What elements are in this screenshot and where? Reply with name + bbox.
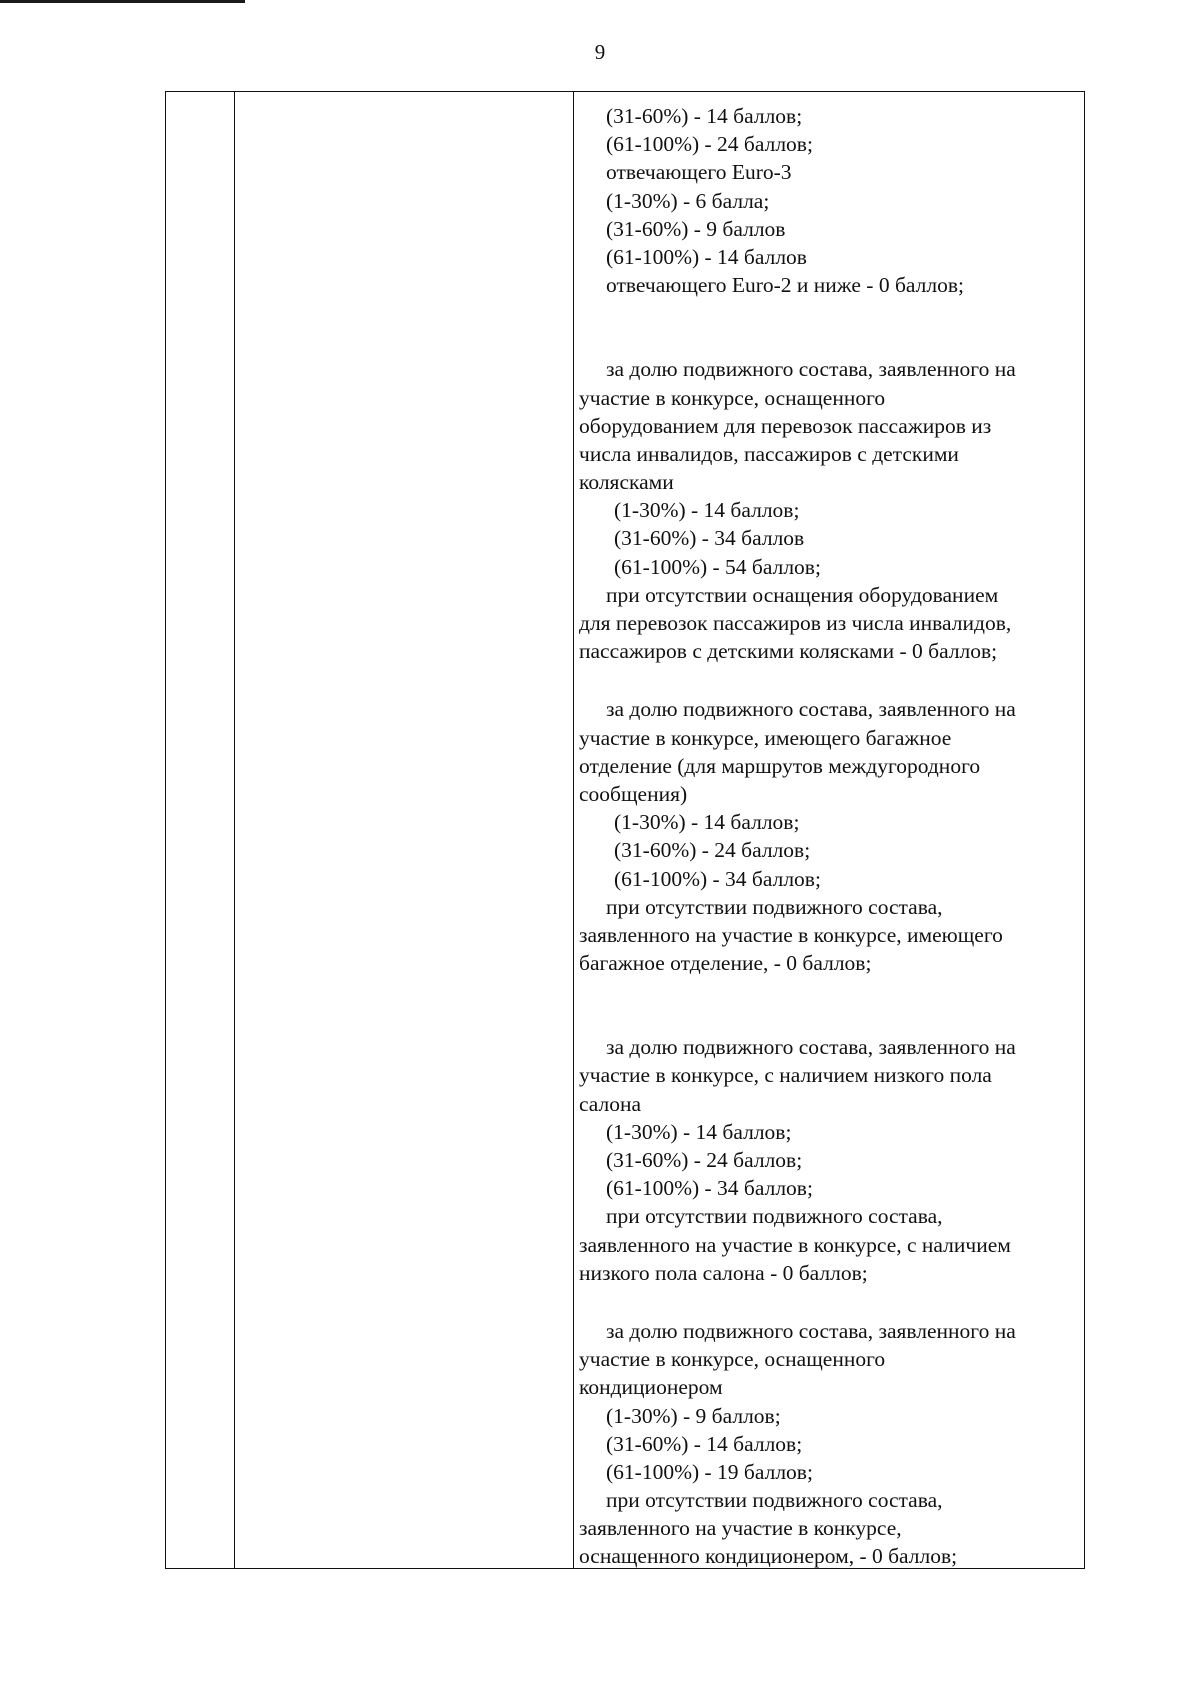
criteria-line: багажное отделение, - 0 баллов; [579,951,872,976]
block-spacer [579,1287,1079,1317]
criteria-cell [579,102,1079,1571]
criteria-line: кондиционером [579,1375,723,1400]
criteria-line: при отсутствии подвижного состава, [606,894,943,919]
criteria-line: оборудованием для перевозок пассажиров из [579,413,992,438]
criteria-line: (31-60%) - 34 баллов [614,526,805,551]
criteria-line: (1-30%) - 6 балла; [606,188,770,213]
criteria-line: сообщения) [579,781,688,806]
criteria-line: числа инвалидов, пассажиров с детскими [579,441,959,466]
criteria-line: участие в конкурсе, с наличием низкого пола [579,1063,992,1088]
criteria-line: пассажиров с детскими колясками - 0 баллов; [579,639,998,664]
criteria-line: (61-100%) - 54 баллов; [614,554,821,579]
table-column-divider [234,92,235,1568]
criteria-block-low-floor [579,1033,1079,1287]
criteria-line: (61-100%) - 34 баллов; [614,866,821,891]
criteria-line: отделение (для маршрутов междугородного [579,753,981,778]
criteria-line: (31-60%) - 24 баллов; [606,1148,803,1172]
block-spacer [579,977,1079,1033]
criteria-block-disabled-access [579,355,1079,665]
criteria-line: отвечающего Euro-3 [606,160,792,185]
criteria-table [165,91,1085,1569]
criteria-line: (31-60%) - 14 баллов; [606,104,803,128]
criteria-line: (31-60%) - 9 баллов [606,216,786,241]
block-spacer [579,299,1079,355]
criteria-line: низкого пола салона - 0 баллов; [579,1260,868,1285]
criteria-line: отвечающего Euro-2 и ниже - 0 баллов; [606,273,964,298]
criteria-line: для перевозок пассажиров из числа инвалидов, [579,611,1012,635]
criteria-line: заявленного на участие в конкурсе, [579,1516,902,1541]
criteria-line: при отсутствии подвижного состава, [606,1204,943,1229]
criteria-line: (1-30%) - 9 баллов; [606,1403,781,1428]
criteria-block-air-conditioning [579,1317,1079,1571]
criteria-line: заявленного на участие в конкурсе, с наличием [579,1232,1011,1257]
criteria-line: оснащенного кондиционером, - 0 баллов; [579,1544,958,1569]
criteria-line: (1-30%) - 14 баллов; [614,498,800,523]
criteria-line: (1-30%) - 14 баллов; [606,1119,792,1144]
criteria-block-luggage [579,695,1079,977]
block-spacer [579,665,1079,695]
criteria-line: за долю подвижного состава, заявленного на [606,357,1016,382]
table-column-divider [573,92,574,1568]
criteria-line: салона [579,1091,642,1116]
criteria-line: заявленного на участие в конкурсе, имеющего [579,922,1003,947]
page-number: 9 [594,40,606,64]
criteria-line: (31-60%) - 14 баллов; [606,1431,803,1456]
criteria-line: участие в конкурсе, оснащенного [579,385,886,410]
criteria-line: колясками [579,470,674,495]
criteria-line: за долю подвижного состава, заявленного на [606,697,1016,722]
criteria-line: (61-100%) - 34 баллов; [606,1176,813,1201]
criteria-line: (61-100%) - 19 баллов; [606,1459,813,1484]
criteria-line: (1-30%) - 14 баллов; [614,810,800,835]
criteria-line: при отсутствии оснащения оборудованием [606,582,999,607]
criteria-line: при отсутствии подвижного состава, [606,1488,943,1513]
criteria-block-euro [579,102,1079,299]
criteria-line: за долю подвижного состава, заявленного на [606,1035,1016,1060]
scan-edge-mark [0,0,245,3]
criteria-line: участие в конкурсе, оснащенного [579,1347,886,1372]
criteria-line: (31-60%) - 24 баллов; [614,838,811,863]
criteria-line: (61-100%) - 14 баллов [606,244,807,269]
criteria-line: за долю подвижного состава, заявленного на [606,1318,1016,1343]
criteria-line: (61-100%) - 24 баллов; [606,132,813,157]
criteria-line: участие в конкурсе, имеющего багажное [579,725,952,750]
